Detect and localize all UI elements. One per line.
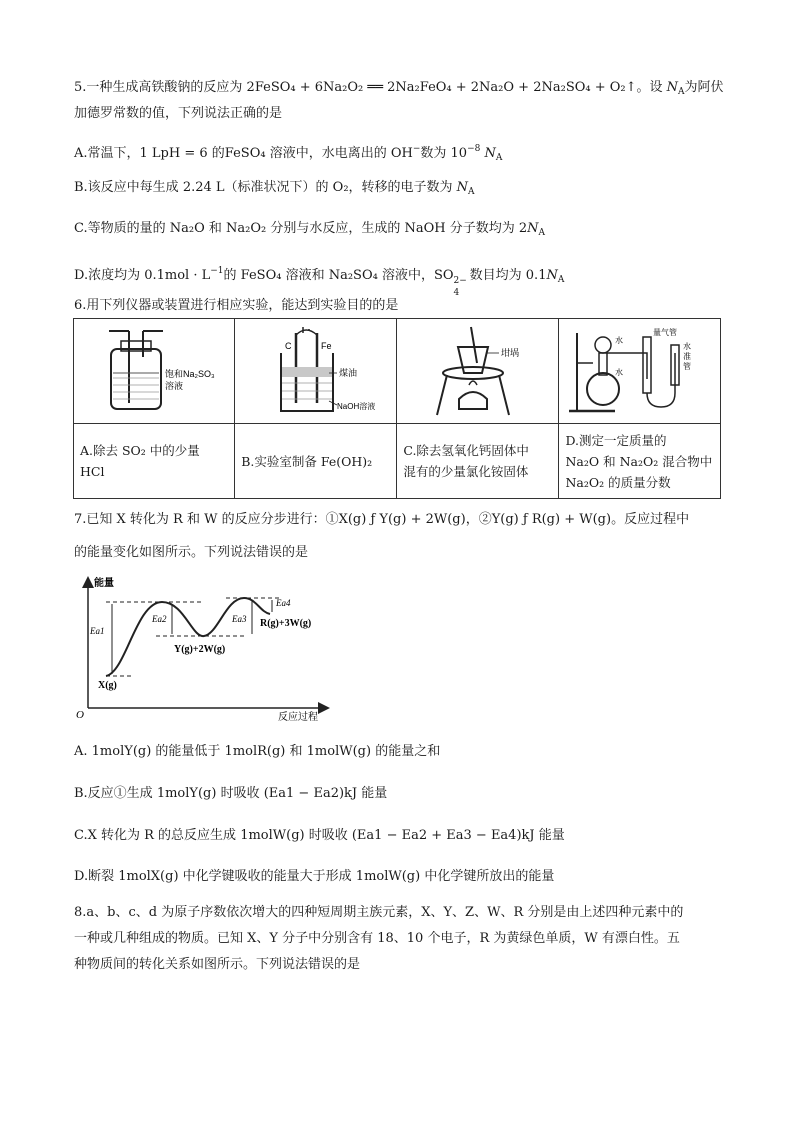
ea1-label: Ea1 (90, 626, 105, 636)
y-axis-label: 能量 (94, 578, 114, 589)
label-water-2: 水 (614, 368, 623, 377)
x-state-label: X(g) (98, 680, 117, 691)
ea3-label: Ea3 (232, 614, 247, 624)
energy-diagram (76, 572, 338, 722)
label-na2so3: 饱和Na₂SO₃ (165, 369, 215, 379)
ea4-label: Ea4 (276, 598, 291, 608)
label-level-2: 准 (682, 352, 691, 361)
r-state-label: R(g)+3W(g) (260, 618, 312, 629)
crucible-heating-icon (403, 323, 553, 419)
q6-option-a: A.除去 SO₂ 中的少量 HCl (74, 424, 235, 499)
q6-apparatus-a (74, 319, 235, 424)
label-fe: Fe (320, 341, 332, 351)
q6-options-table (73, 318, 721, 499)
q7-option-a: A. 1molY(g) 的能量低于 1molR(g) 和 1molW(g) 的能量之和 (74, 744, 441, 759)
label-solution: 溶液 (165, 381, 184, 391)
q5-option-b: B.该反应中每生成 2.24 L（标准状况下）的 O₂，转移的电子数为 $N_A$ (74, 180, 475, 197)
q5-option-a: A.常温下，1 LpH = 6 的FeSO₄ 溶液中，水电离出的 OH−数为 $10^{-8}$ $N_A$ (74, 144, 503, 163)
gas-washing-bottle-icon (79, 323, 229, 419)
electrolysis-beaker-icon (241, 323, 391, 419)
q8-line1: 8.a、b、c、d 为原子序数依次增大的四种短周期主族元素，X、Y、Z、W、R 分别是由上述四种元素中的 (74, 905, 684, 920)
q5-equation: 2FeSO₄ + 6Na₂O₂ ══ 2Na₂FeO₄ + 2Na₂O + 2Na₂SO₄ + O₂↑ (246, 80, 637, 95)
x-axis-label: 反应过程 (278, 712, 318, 722)
gas-burette-icon (563, 323, 717, 419)
q5-option-c: C.等物质的量的 Na₂O 和 Na₂O₂ 分别与水反应，生成的 NaOH 分子数均为 $2N_A$ (74, 221, 546, 238)
q7-option-b: B.反应①生成 1molY(g) 时吸收 (Ea1 − Ea2)kJ 能量 (74, 786, 388, 801)
q7-stem-line2: 的能量变化如图所示。下列说法错误的是 (74, 545, 309, 560)
q7-stem-line1: 7.已知 X 转化为 R 和 W 的反应分步进行：①X(g) ƒ Y(g) + 2W(g)，②Y(g) ƒ R(g) + W(g)。反应过程中 (74, 512, 690, 527)
energy-curve (106, 598, 270, 676)
label-water-1: 水 (614, 336, 623, 345)
label-level-1: 水 (682, 342, 691, 351)
label-c: C (284, 341, 292, 351)
q5-stem-line2: 加德罗常数的值，下列说法正确的是 (74, 106, 283, 121)
q6-option-c: C.除去氢氧化钙固体中 混有的少量氯化铵固体 (397, 424, 559, 499)
label-gas-burette: 量气管 (652, 328, 677, 337)
q6-apparatus-c (397, 319, 559, 424)
origin-label: O (76, 709, 84, 721)
q5-stem-line1: 5.一种生成高铁酸钠的反应为 2FeSO₄ + 6Na₂O₂ ══ 2Na₂FeO₄ + 2Na₂O + 2Na₂SO₄ + O₂↑。设 $N_A$为阿伏 (74, 80, 724, 97)
q8-line2: 一种或几种组成的物质。已知 X、Y 分子中分别含有 18、10 个电子，R 为黄绿色单质，W 有漂白性。五 (74, 931, 680, 946)
q6-apparatus-b (235, 319, 397, 424)
q6-option-d: D.测定一定质量的 Na₂O 和 Na₂O₂ 混合物中 Na₂O₂ 的质量分数 (559, 424, 721, 499)
q6-apparatus-d (559, 319, 721, 424)
ea2-label: Ea2 (152, 614, 167, 624)
q5-option-d: D.浓度均为 $0.1mol \cdot L^{-1}$的 FeSO₄ 溶液和 Na₂SO₄ 溶液中，SO 2− 4 数目均为 $0.1N_A$ (74, 266, 565, 298)
label-level-3: 管 (682, 362, 691, 371)
q7-option-c: C.X 转化为 R 的总反应生成 1molW(g) 时吸收 (Ea1 − Ea2 + Ea3 − Ea4)kJ 能量 (74, 828, 565, 843)
q6-stem: 6.用下列仪器或装置进行相应实验，能达到实验目的的是 (74, 298, 399, 313)
label-kerosene: 煤油 (338, 368, 357, 378)
q7-option-d: D.断裂 1molX(g) 中化学键吸收的能量大于形成 1molW(g) 中化学键所放出的能量 (74, 869, 555, 884)
q6-option-b: B.实验室制备 Fe(OH)₂ (235, 424, 397, 499)
label-crucible: 坩埚 (500, 348, 519, 358)
q8-line3: 种物质间的转化关系如图所示。下列说法错误的是 (74, 957, 361, 972)
y-state-label: Y(g)+2W(g) (174, 644, 226, 655)
label-naoh: NaOH溶液 (336, 402, 375, 411)
